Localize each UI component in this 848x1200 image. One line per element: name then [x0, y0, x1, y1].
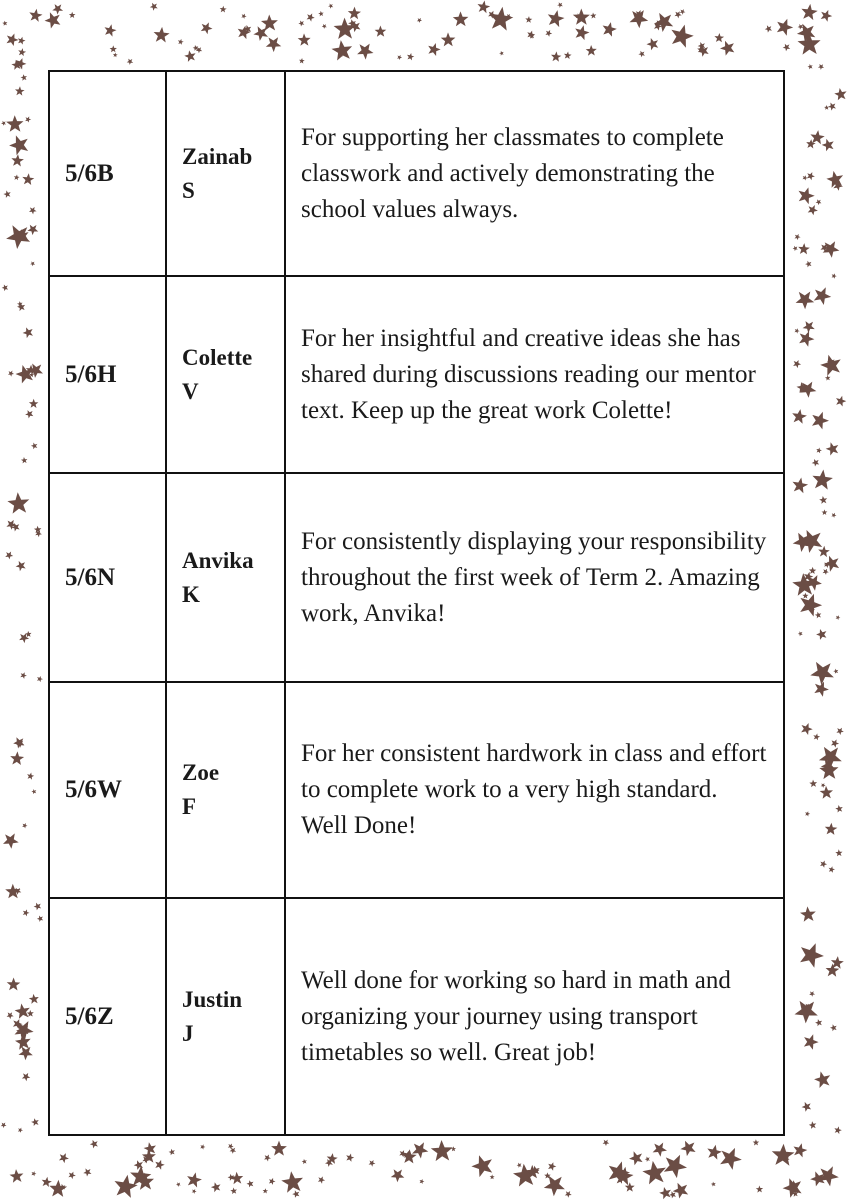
star-icon	[800, 594, 822, 617]
star-icon	[334, 18, 356, 39]
star-icon	[517, 1163, 522, 1168]
star-icon	[544, 1176, 565, 1196]
star-icon	[6, 225, 30, 249]
star-icon	[49, 1180, 67, 1197]
star-icon	[812, 470, 833, 490]
star-icon	[241, 14, 246, 19]
star-icon	[201, 22, 213, 34]
table-row	[49, 276, 784, 473]
star-icon	[52, 4, 63, 14]
star-icon	[22, 823, 27, 828]
star-icon	[803, 321, 815, 333]
star-icon	[29, 9, 42, 22]
star-icon	[302, 1159, 307, 1164]
star-icon	[428, 43, 440, 56]
star-icon	[809, 1121, 817, 1129]
star-icon	[8, 371, 14, 377]
star-icon	[2, 21, 7, 26]
star-icon	[826, 442, 839, 455]
star-icon	[453, 11, 469, 26]
star-icon	[772, 1144, 795, 1166]
table-row	[49, 898, 784, 1135]
star-icon	[792, 409, 807, 424]
star-icon	[29, 994, 39, 1004]
star-icon	[798, 631, 803, 636]
star-icon	[431, 1140, 453, 1161]
star-icon	[31, 789, 36, 794]
star-icon	[45, 12, 61, 28]
star-icon	[3, 190, 10, 198]
star-icon	[824, 105, 829, 110]
star-icon	[369, 1160, 376, 1167]
star-icon	[22, 173, 34, 185]
star-icon	[669, 1191, 676, 1198]
star-icon	[823, 569, 829, 575]
student-name-cell	[166, 898, 285, 1135]
star-icon	[21, 74, 28, 80]
star-icon	[820, 355, 841, 376]
star-icon	[113, 53, 118, 58]
star-icon	[809, 567, 816, 574]
star-icon	[298, 21, 304, 27]
star-icon	[90, 1140, 98, 1149]
star-icon	[11, 154, 24, 166]
class-cell: 5/6W	[49, 682, 166, 898]
star-icon	[793, 360, 801, 368]
star-icon	[803, 175, 808, 180]
star-icon	[29, 399, 39, 408]
star-icon	[809, 780, 817, 788]
star-icon	[83, 1168, 91, 1176]
star-icon	[105, 24, 117, 36]
star-icon	[810, 130, 824, 144]
star-icon	[261, 15, 278, 31]
star-icon	[654, 13, 673, 32]
student-first-name: Anvika	[182, 547, 254, 573]
star-icon	[800, 530, 823, 553]
star-icon	[417, 18, 422, 23]
star-icon	[659, 1187, 671, 1199]
star-icon	[407, 53, 414, 60]
star-icon	[176, 1182, 181, 1187]
star-icon	[777, 19, 793, 36]
star-icon	[3, 833, 19, 848]
star-icon	[825, 375, 831, 381]
star-icon	[603, 1140, 610, 1146]
star-icon	[192, 1189, 197, 1194]
star-icon	[332, 40, 353, 60]
star-icon	[835, 805, 843, 813]
class-cell: 5/6H	[49, 276, 166, 473]
star-icon	[783, 44, 791, 52]
star-icon	[799, 187, 815, 204]
star-icon	[822, 509, 828, 515]
star-icon	[711, 1182, 716, 1187]
star-icon	[812, 459, 820, 467]
star-icon	[802, 1102, 812, 1112]
star-icon	[765, 25, 772, 32]
star-icon	[18, 48, 26, 56]
star-icon	[322, 24, 327, 29]
star-icon	[30, 261, 35, 266]
star-icon	[253, 26, 268, 41]
star-icon	[200, 1144, 205, 1149]
star-icon	[1, 121, 6, 126]
star-icon	[545, 30, 552, 37]
star-icon	[647, 38, 659, 50]
class-cell: 5/6Z	[49, 898, 166, 1135]
star-icon	[34, 903, 42, 911]
star-icon	[25, 410, 33, 418]
star-icon	[525, 16, 532, 23]
star-icon	[27, 1010, 34, 1017]
award-reason-cell: For her insightful and creative ideas she has shared during discussions reading our mentor text. Keep up the great work Colette!	[285, 276, 784, 473]
star-icon	[375, 26, 387, 37]
star-icon	[110, 45, 117, 52]
star-icon	[68, 1172, 75, 1180]
star-icon	[638, 51, 645, 58]
star-icon	[23, 909, 30, 916]
star-icon	[802, 593, 808, 599]
star-icon	[441, 32, 456, 46]
star-icon	[829, 866, 835, 873]
star-icon	[819, 496, 827, 504]
star-icon	[271, 1141, 287, 1156]
star-icon	[813, 733, 820, 740]
star-icon	[830, 1024, 837, 1031]
star-icon	[31, 1171, 36, 1176]
star-icon	[834, 1126, 841, 1134]
star-icon	[801, 723, 813, 735]
star-icon	[808, 205, 818, 215]
star-icon	[820, 861, 827, 868]
star-icon	[714, 33, 724, 42]
star-icon	[25, 631, 31, 637]
star-icon	[178, 39, 184, 45]
star-icon	[809, 991, 815, 997]
student-first-name: Zainab	[182, 143, 253, 169]
star-icon	[318, 11, 324, 17]
star-icon	[22, 1073, 30, 1081]
star-icon	[551, 51, 561, 61]
star-icon	[5, 552, 13, 560]
star-icon	[795, 328, 800, 333]
star-icon	[299, 58, 305, 64]
student-awards-table	[48, 70, 785, 1136]
star-icon	[10, 751, 24, 765]
star-icon	[680, 1141, 695, 1156]
star-icon	[328, 4, 333, 9]
star-icon	[818, 546, 830, 557]
star-icon	[564, 52, 572, 60]
star-icon	[9, 135, 28, 155]
table-row	[49, 71, 784, 276]
star-icon	[15, 86, 25, 95]
star-icon	[664, 1155, 687, 1178]
star-icon	[828, 103, 836, 111]
star-icon	[808, 64, 813, 69]
student-name-cell	[166, 276, 285, 473]
star-icon	[228, 1144, 234, 1150]
star-icon	[169, 1149, 175, 1156]
star-icon	[31, 1118, 39, 1126]
student-name-cell	[166, 71, 285, 276]
star-icon	[756, 1186, 763, 1193]
class-cell: 5/6N	[49, 473, 166, 682]
star-icon	[816, 448, 822, 454]
star-icon	[753, 1139, 760, 1145]
star-icon	[397, 55, 402, 60]
star-icon	[720, 1148, 742, 1170]
star-icon	[548, 1162, 556, 1171]
star-icon	[346, 1154, 354, 1162]
class-cell: 5/6B	[49, 71, 166, 276]
star-icon	[836, 615, 841, 620]
star-icon	[59, 1153, 69, 1163]
star-icon	[835, 849, 842, 856]
star-icon	[645, 1157, 650, 1162]
star-icon	[264, 1155, 271, 1162]
star-icon	[263, 1188, 269, 1193]
star-icon	[629, 1151, 643, 1165]
star-icon	[348, 7, 361, 20]
star-icon	[805, 261, 811, 268]
star-icon	[266, 37, 282, 52]
star-icon	[292, 1190, 299, 1198]
star-icon	[795, 234, 801, 240]
star-icon	[5, 884, 20, 899]
star-icon	[391, 1169, 405, 1182]
star-icon	[451, 1146, 456, 1151]
star-icon	[31, 443, 38, 450]
student-initial: F	[182, 794, 197, 819]
star-icon	[822, 139, 834, 152]
star-icon	[127, 59, 134, 65]
star-icon	[281, 1171, 303, 1193]
star-icon	[793, 246, 798, 251]
star-icon	[821, 10, 833, 22]
star-icon	[15, 1034, 31, 1050]
star-icon	[833, 669, 838, 674]
star-icon	[471, 1155, 492, 1177]
star-icon	[211, 1182, 221, 1192]
star-icon	[818, 64, 824, 70]
award-reason-cell: For supporting her classmates to complete classwork and actively demonstrating the school values always.	[285, 71, 784, 276]
star-icon	[16, 561, 26, 571]
star-icon	[42, 1177, 52, 1187]
star-icon	[187, 1172, 202, 1187]
star-icon	[420, 1179, 425, 1184]
star-icon	[18, 37, 26, 45]
star-icon	[21, 457, 28, 463]
star-icon	[815, 1019, 822, 1026]
star-icon	[590, 13, 596, 19]
star-icon	[800, 943, 824, 968]
star-icon	[821, 783, 826, 788]
star-icon	[783, 1178, 802, 1198]
star-icon	[548, 10, 565, 27]
award-reason-cell: For her consistent hardwork in class and effort to complete work to a very high standard. Well Done!	[285, 682, 784, 898]
star-icon	[27, 773, 34, 780]
star-icon	[490, 1174, 495, 1179]
student-initial: K	[182, 581, 200, 607]
student-initial: V	[182, 378, 199, 404]
star-icon	[814, 287, 831, 305]
star-icon	[832, 273, 837, 278]
star-icon	[489, 7, 513, 31]
star-icon	[69, 12, 76, 18]
student-first-name: Colette	[182, 344, 253, 370]
star-icon	[37, 676, 43, 682]
star-icon	[247, 1180, 254, 1187]
star-icon	[653, 1143, 667, 1157]
star-icon	[798, 24, 804, 30]
star-icon	[25, 116, 31, 122]
star-icon	[184, 50, 195, 62]
star-icon	[357, 44, 373, 60]
star-icon	[671, 25, 693, 48]
student-name-cell	[166, 473, 285, 682]
star-icon	[1, 1123, 7, 1129]
star-icon	[298, 33, 311, 45]
star-icon	[307, 13, 315, 21]
star-icon	[793, 478, 809, 494]
star-icon	[819, 761, 838, 779]
star-icon	[155, 1160, 164, 1170]
star-icon	[2, 285, 8, 292]
star-icon	[10, 1169, 24, 1183]
star-icon	[23, 327, 33, 338]
star-icon	[18, 1128, 23, 1133]
star-icon	[29, 207, 37, 215]
star-icon	[230, 1148, 237, 1154]
star-icon	[816, 629, 826, 640]
star-icon	[27, 225, 38, 235]
star-icon	[37, 916, 43, 922]
student-initial: J	[182, 1020, 194, 1046]
star-icon	[834, 88, 846, 100]
star-icon	[150, 3, 158, 11]
star-icon	[586, 45, 597, 56]
star-icon	[831, 513, 836, 518]
star-icon	[625, 1182, 635, 1191]
star-icon	[17, 301, 23, 307]
student-first-name: Justin	[182, 986, 243, 1012]
star-icon	[825, 823, 838, 835]
star-icon	[19, 1047, 33, 1061]
star-icon	[220, 6, 227, 13]
star-icon	[794, 1143, 808, 1157]
student-name-cell	[166, 682, 285, 898]
star-icon	[707, 1145, 722, 1160]
star-icon	[318, 1176, 325, 1183]
star-icon	[603, 22, 617, 36]
star-icon	[7, 492, 29, 513]
star-icon	[6, 115, 23, 132]
star-icon	[269, 1178, 276, 1185]
star-icon	[799, 331, 814, 347]
star-icon	[115, 1175, 138, 1198]
star-icon	[557, 2, 563, 8]
star-icon	[810, 662, 834, 685]
star-icon	[805, 811, 810, 816]
star-icon	[642, 1161, 666, 1185]
star-icon	[7, 978, 21, 991]
star-icon	[807, 172, 815, 180]
star-icon	[499, 51, 504, 56]
star-icon	[812, 412, 829, 430]
star-icon	[7, 34, 19, 47]
star-icon	[15, 1004, 30, 1019]
star-icon	[575, 25, 589, 40]
star-icon	[798, 243, 810, 254]
star-icon	[800, 906, 816, 921]
star-icon	[154, 27, 170, 43]
table-row	[49, 473, 784, 682]
award-reason-cell: Well done for working so hard in math and organizing your journey using transport timetables so well. Great job!	[285, 898, 784, 1135]
star-icon	[836, 728, 843, 735]
star-icon	[796, 292, 815, 310]
award-reason-cell: For consistently displaying your responsibility throughout the first week of Term 2. Amazing work, Anvika!	[285, 473, 784, 682]
star-icon	[565, 1191, 572, 1198]
star-icon	[230, 1188, 237, 1195]
student-first-name: Zoe	[182, 760, 220, 785]
star-icon	[680, 9, 686, 15]
star-icon	[836, 396, 846, 407]
star-icon	[804, 1034, 819, 1049]
student-initial: S	[182, 177, 195, 203]
table-row	[49, 682, 784, 898]
star-icon	[831, 739, 839, 747]
star-icon	[820, 786, 833, 799]
star-icon	[824, 556, 839, 572]
star-icon	[801, 4, 817, 20]
star-icon	[815, 612, 822, 619]
star-icon	[816, 199, 822, 205]
star-icon	[478, 1, 491, 14]
star-icon	[720, 41, 734, 56]
star-icon	[20, 672, 27, 679]
star-icon	[7, 1012, 14, 1019]
star-icon	[14, 175, 20, 181]
